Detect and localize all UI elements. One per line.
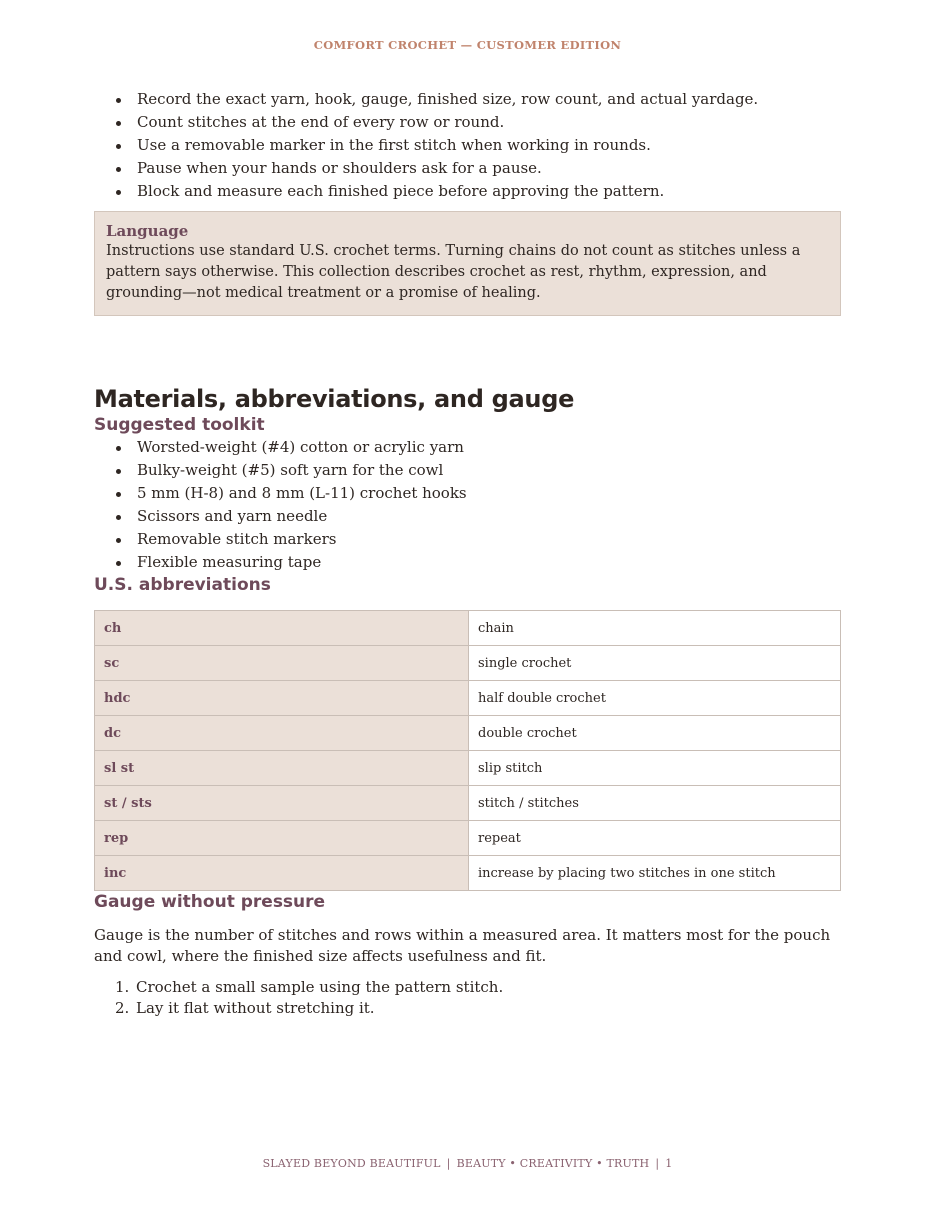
list-item: Scissors and yarn needle bbox=[94, 505, 841, 528]
abbreviation-term: ch bbox=[95, 611, 469, 646]
abbreviation-term: st / sts bbox=[95, 786, 469, 821]
abbreviation-term: sl st bbox=[95, 751, 469, 786]
footer-separator: | bbox=[446, 1157, 451, 1170]
abbreviation-meaning: double crochet bbox=[469, 716, 841, 751]
list-item: Count stitches at the end of every row or round. bbox=[94, 111, 841, 134]
page-number: 1 bbox=[665, 1157, 673, 1170]
table-row bbox=[95, 751, 841, 786]
page-content bbox=[94, 88, 841, 1019]
callout-body: Instructions use standard U.S. crochet terms. Turning chains do not count as stitches unless a pattern says otherwise. This collection describes crochet as rest, rhythm, expression, and grounding—not medical treatment or a promise of healing. bbox=[106, 243, 801, 301]
list-item: Flexible measuring tape bbox=[94, 551, 841, 574]
abbreviation-meaning: half double crochet bbox=[469, 681, 841, 716]
running-header: COMFORT CROCHET — CUSTOMER EDITION bbox=[313, 38, 622, 52]
abbreviation-meaning: stitch / stitches bbox=[469, 786, 841, 821]
step-text: Lay it flat without stretching it. bbox=[136, 999, 375, 1017]
page-footer bbox=[0, 1157, 935, 1170]
abbreviation-meaning: chain bbox=[469, 611, 841, 646]
abbreviations-table bbox=[94, 610, 841, 891]
abbreviations-heading: U.S. abbreviations bbox=[94, 575, 271, 595]
list-item: Block and measure each finished piece before approving the pattern. bbox=[94, 180, 841, 203]
list-item: Removable stitch markers bbox=[94, 528, 841, 551]
abbreviation-meaning: repeat bbox=[469, 821, 841, 856]
table-row bbox=[95, 646, 841, 681]
abbreviation-term: hdc bbox=[95, 681, 469, 716]
gauge-steps bbox=[94, 977, 841, 1019]
abbreviation-term: dc bbox=[95, 716, 469, 751]
list-item: Record the exact yarn, hook, gauge, finished size, row count, and actual yardage. bbox=[94, 88, 841, 111]
list-item: Bulky-weight (#5) soft yarn for the cowl bbox=[94, 459, 841, 482]
footer-brand: SLAYED BEYOND BEAUTIFUL bbox=[262, 1157, 441, 1170]
intro-checklist bbox=[94, 88, 841, 203]
table-row bbox=[95, 821, 841, 856]
callout-title: Language bbox=[106, 222, 189, 240]
list-item: Use a removable marker in the first stitch when working in rounds. bbox=[94, 134, 841, 157]
list-item bbox=[94, 998, 841, 1019]
gauge-heading: Gauge without pressure bbox=[94, 892, 326, 912]
toolkit-list bbox=[94, 436, 841, 574]
section-title: Materials, abbreviations, and gauge bbox=[94, 385, 575, 413]
abbreviation-meaning: single crochet bbox=[469, 646, 841, 681]
list-item: Worsted-weight (#4) cotton or acrylic yarn bbox=[94, 436, 841, 459]
toolkit-heading: Suggested toolkit bbox=[94, 415, 265, 435]
abbreviation-term: sc bbox=[95, 646, 469, 681]
abbreviation-term: rep bbox=[95, 821, 469, 856]
abbreviation-term: inc bbox=[95, 856, 469, 891]
step-number: 1. bbox=[115, 978, 130, 996]
table-row bbox=[95, 786, 841, 821]
abbreviation-meaning: increase by placing two stitches in one stitch bbox=[469, 856, 841, 891]
table-row bbox=[95, 611, 841, 646]
footer-tagline: BEAUTY • CREATIVITY • TRUTH bbox=[456, 1157, 650, 1170]
gauge-paragraph: Gauge is the number of stitches and rows within a measured area. It matters most for the pouch and cowl, where the finished size affects usefulness and fit. bbox=[94, 926, 831, 965]
table-row bbox=[95, 716, 841, 751]
step-text: Crochet a small sample using the pattern stitch. bbox=[136, 978, 504, 996]
table-row bbox=[95, 856, 841, 891]
list-item: Pause when your hands or shoulders ask for a pause. bbox=[94, 157, 841, 180]
language-callout bbox=[94, 211, 841, 316]
step-number: 2. bbox=[115, 999, 130, 1017]
table-row bbox=[95, 681, 841, 716]
footer-separator: | bbox=[655, 1157, 660, 1170]
abbreviation-meaning: slip stitch bbox=[469, 751, 841, 786]
list-item: 5 mm (H-8) and 8 mm (L-11) crochet hooks bbox=[94, 482, 841, 505]
list-item bbox=[94, 977, 841, 998]
